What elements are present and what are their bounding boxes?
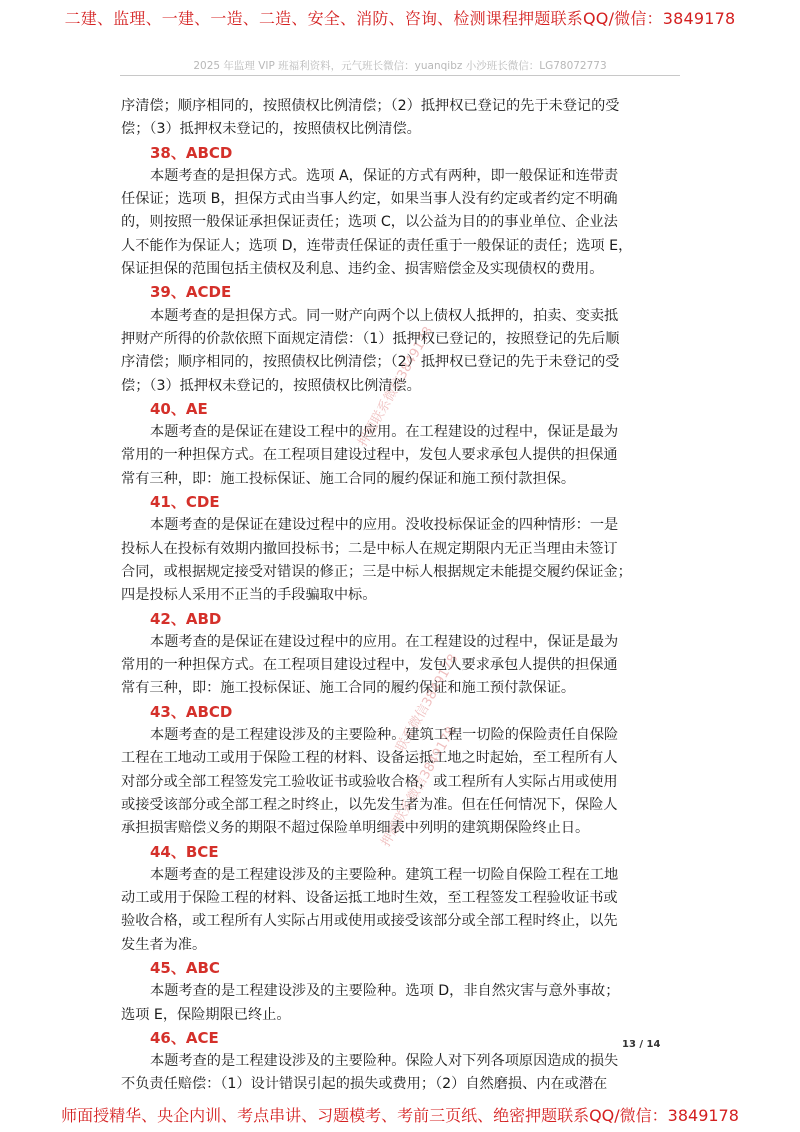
page-number: 13 / 14 [622,1039,661,1050]
explanation-line: 常用的一种担保方式。在工程项目建设过程中，发包人要求承包人提供的担保通 [121,447,618,464]
answer-section [121,841,681,957]
explanation-line: 发生者为准。 [121,936,207,953]
explanation-line: 承担损害赔偿义务的期限不超过保险单明细表中列明的建筑期保险终止日。 [121,820,590,837]
explanation-line: 常有三种，即：施工投标保证、施工合同的履约保证和施工预付款担保。 [121,470,576,487]
explanation-line: 押财产所得的价款依照下面规定清偿：（1）抵押权已登记的，按照登记的先后顺 [121,330,620,347]
top-promo-banner: 二建、监理、一建、一造、二造、安全、消防、咨询、检测课程押题联系QQ/微信：3849178 [64,9,736,28]
explanation-line: 投标人在投标有效期内撤回投标书；二是中标人在规定期限内无正当理由未签订 [121,540,618,557]
answer-key: 44、BCE [150,842,219,861]
answer-key: 38、ABCD [150,143,233,162]
explanation-line: 本题考查的是工程建设涉及的主要险种。建筑工程一切险的保险责任自保险 [150,727,619,744]
answer-section [121,281,681,397]
explanation-line: 序清偿；顺序相同的，按照债权比例清偿；（2）抵押权已登记的先于未登记的受 [121,354,620,371]
explanation-line: 本题考查的是保证在建设工程中的应用。在工程建设的过程中，保证是最为 [150,424,619,441]
explanation-line: 不负责任赔偿：（1）设计错误引起的损失或费用；（2）自然磨损、内在或潜在 [121,1076,608,1093]
answer-key: 46、ACE [150,1028,219,1047]
explanation-line: 本题考查的是工程建设涉及的主要险种。保险人对下列各项原因造成的损失 [150,1053,619,1070]
answer-section [121,142,681,282]
watermark: 押题联系微信3849178 [378,724,460,850]
explanation-line: 人不能作为保证人；选项 D，连带责任保证的责任重于一般保证的责任；选项 E， [121,237,633,254]
explanation-line: 或接受该部分或全部工程之时终止，以先发生者为准。但在任何情况下，保险人 [121,796,618,813]
answer-section [121,608,681,701]
answer-key: 39、ACDE [150,283,232,302]
answer-section [121,398,681,491]
explanation-line: 选项 E，保险期限已终止。 [121,1006,291,1023]
explanation-line: 合同，或根据规定接受对错误的修正；三是中标人根据规定未能提交履约保证金； [121,563,632,580]
explanation-line: 本题考查的是担保方式。选项 A，保证的方式有两种，即一般保证和连带责 [150,167,619,184]
answer-key: 42、ABD [150,609,222,628]
explanation-line: 的，则按照一般保证承担保证责任；选项 C，以公益为目的的事业单位、企业法 [121,214,618,231]
answer-section [121,701,681,841]
explanation-line: 本题考查的是担保方式。同一财产向两个以上债权人抵押的，拍卖、变卖抵 [150,307,619,324]
explanation-line: 本题考查的是保证在建设过程中的应用。没收投标保证金的四种情形：一是 [150,517,619,534]
answer-key: 41、CDE [150,493,220,512]
explanation-line: 本题考查的是保证在建设过程中的应用。在工程建设的过程中，保证是最为 [150,633,619,650]
explanation-line: 对部分或全部工程签发完工验收证书或验收合格，或工程所有人实际占用或使用 [121,773,618,790]
page-header-note: 2025 年监理 VIP 班福利资料，元气班长微信：yuanqibz 小沙班长微信：LG78072773 [193,60,607,72]
answer-key: 43、ABCD [150,702,233,721]
explanation-line: 验收合格，或工程所有人实际占用或使用或接受该部分或全部工程时终止，以先 [121,913,618,930]
explanation-line: 保证担保的范围包括主债权及利息、违约金、损害赔偿金及实现债权的费用。 [121,261,604,278]
answer-section [121,491,681,607]
explanation-line: 工程在工地动工或用于保险工程的材料、设备运抵工地之时起始，至工程所有人 [121,750,618,767]
document-body [121,95,681,1097]
watermark: 联系微信3849178 [393,651,462,755]
explanation-line: 常用的一种担保方式。在工程项目建设过程中，发包人要求承包人提供的担保通 [121,657,618,674]
explanation-line: 动工或用于保险工程的材料、设备运抵工地时生效，至工程签发工程验收证书或 [121,890,618,907]
watermark: 押题联系微信3849178 [355,324,437,450]
explanation-line: 任保证；选项 B，担保方式由当事人约定，如果当事人没有约定或者约定不明确 [121,191,618,208]
explanation-line: 偿；（3）抵押权未登记的，按照债权比例清偿。 [121,121,421,138]
answer-section [121,95,681,142]
explanation-line: 本题考查的是工程建设涉及的主要险种。选项 D，非自然灾害与意外事故； [150,983,620,1000]
answer-key: 45、ABC [150,958,220,977]
answer-section [121,1027,681,1097]
explanation-line: 常有三种，即：施工投标保证、施工合同的履约保证和施工预付款保证。 [121,680,576,697]
explanation-line: 四是投标人采用不正当的手段骗取中标。 [121,587,377,604]
explanation-line: 本题考查的是工程建设涉及的主要险种。建筑工程一切险自保险工程在工地 [150,866,619,883]
bottom-promo-banner: 师面授精华、央企内训、考点串讲、习题模考、考前三页纸、绝密押题联系QQ/微信：3849178 [61,1106,739,1125]
explanation-line: 序清偿；顺序相同的，按照债权比例清偿；（2）抵押权已登记的先于未登记的受 [121,98,620,114]
answer-key: 40、AE [150,399,208,418]
answer-section [121,957,681,1027]
explanation-line: 偿；（3）抵押权未登记的，按照债权比例清偿。 [121,377,421,394]
header-divider [120,75,680,76]
